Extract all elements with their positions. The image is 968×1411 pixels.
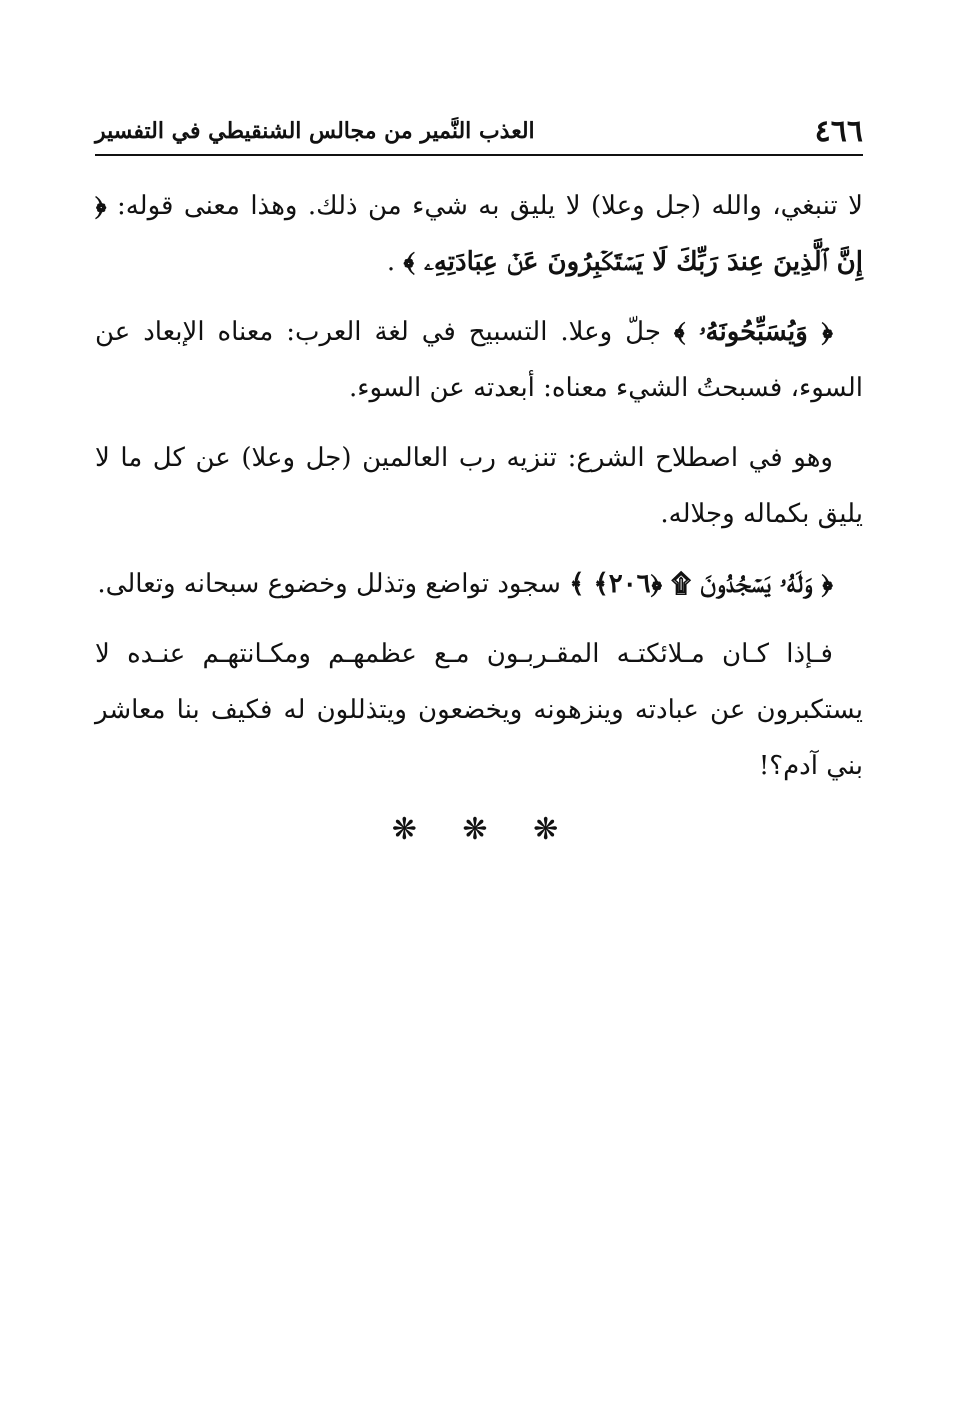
paragraph-1 bbox=[95, 178, 863, 290]
paragraph-2 bbox=[95, 304, 863, 416]
page-number: ٤٦٦ bbox=[814, 114, 863, 149]
body-text bbox=[95, 178, 863, 808]
page-header bbox=[95, 108, 863, 156]
paragraph-text: وهو في اصطلاح الشرع: تنزيه رب العالمين (جل وعلا) عن كل ما لا يليق بكماله وجلاله. bbox=[95, 443, 863, 529]
quran-verse: ﴿ وَلَهُۥ يَسۡجُدُونَ ۩ ﴿٢٠٦﴾ ﴾ bbox=[569, 569, 833, 599]
section-ornament: ❋ ❋ ❋ bbox=[391, 812, 577, 847]
paragraph-3 bbox=[95, 430, 863, 542]
paragraph-5 bbox=[95, 626, 863, 794]
paragraph-text: سجود تواضع وتذلل وخضوع سبحانه وتعالى. bbox=[97, 569, 570, 599]
quran-verse: ﴿ إِنَّ ٱلَّذِينَ عِندَ رَبِّكَ لَا يَسۡتَكۡبِرُونَ عَنۡ عِبَادَتِهِۦ ﴾ bbox=[95, 191, 863, 277]
paragraph-4 bbox=[95, 556, 863, 612]
paragraph-text: فـإذا كـان مـلائكتـه المقـربـون مـع عظمهـم ومكـانتهـم عنـده لا يستكبرون عن عبادته وينزهونه ويخضعون ويتذللون له فكيف بنا معاشر بني آدم؟! bbox=[95, 639, 863, 781]
paragraph-text: جلّ وعلا. التسبيح في لغة العرب: معناه الإبعاد عن السوء، فسبحتُ الشيء معناه: أبعدته عن السوء. bbox=[95, 317, 863, 403]
paragraph-text: لا تنبغي، والله (جل وعلا) لا يليق به شيء من ذلك. وهذا معنى قوله: bbox=[106, 191, 863, 221]
paragraph-text: . bbox=[386, 247, 404, 277]
quran-verse: ﴿ وَيُسَبِّحُونَهُۥ ﴾ bbox=[673, 317, 833, 347]
running-title: العذب النَّمير من مجالس الشنقيطي في التفسير bbox=[95, 118, 535, 144]
